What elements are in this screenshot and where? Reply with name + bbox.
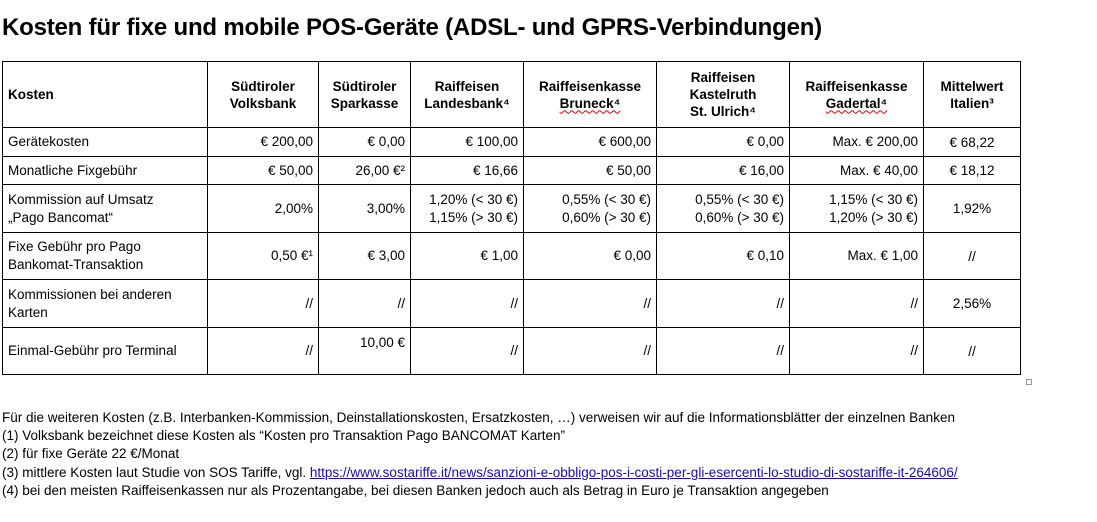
table-cell bbox=[524, 233, 657, 280]
header-line: Kosten bbox=[8, 87, 54, 102]
table-row bbox=[3, 185, 1021, 233]
header-line: Raiffeisenkasse bbox=[538, 78, 642, 94]
table-cell bbox=[657, 328, 790, 375]
cell-value: 2,00% bbox=[274, 200, 313, 216]
cell-value: 1,20% (> 30 €) bbox=[829, 209, 918, 225]
cell-value: Max. € 200,00 bbox=[832, 134, 918, 149]
table-cell bbox=[319, 157, 411, 185]
footnote-3-text: (3) mittlere Kosten laut Studie von SOS Tariffe, vgl. bbox=[2, 464, 310, 480]
table-cell bbox=[924, 280, 1021, 328]
cell-value: 0,60% (> 30 €) bbox=[562, 209, 651, 225]
table-cell bbox=[411, 185, 524, 233]
table-cell bbox=[319, 233, 411, 280]
table-cell bbox=[411, 157, 524, 185]
cell-value: // bbox=[305, 295, 313, 311]
cell-value: 1,92% bbox=[952, 201, 992, 216]
row-label-line: Bankomat-Transaktion bbox=[8, 257, 144, 272]
cell-value: € 200,00 bbox=[260, 134, 313, 149]
header-line: St. Ulrich⁴ bbox=[690, 104, 756, 119]
cell-value: // bbox=[776, 295, 784, 311]
header-line: Sparkasse bbox=[330, 95, 399, 111]
header-line: Südtiroler bbox=[231, 78, 295, 94]
table-cell bbox=[524, 128, 657, 157]
header-gadertal bbox=[790, 62, 924, 128]
table-resize-handle[interactable] bbox=[1026, 379, 1032, 385]
table-cell bbox=[790, 280, 924, 328]
cell-value: // bbox=[910, 343, 918, 358]
sostariffe-link[interactable]: https://www.sostariffe.it/news/sanzioni-e-obbligo-pos-i-costi-per-gli-esercenti-lo-studio-di-sostariffe-it-264606/ bbox=[309, 464, 958, 480]
row-label bbox=[3, 128, 208, 157]
header-line: Mittelwert bbox=[940, 78, 1004, 94]
row-label bbox=[3, 185, 208, 233]
table-cell bbox=[790, 185, 924, 233]
footnote-intro: Für die weiteren Kosten (z.B. Interbanken-Kommission, Deinstallationskosten, Ersatzkosten, …) verweisen wir auf die Informationsblätter der einzelnen Banken bbox=[2, 410, 955, 425]
cell-value: 3,00% bbox=[366, 200, 405, 216]
header-kastelruth bbox=[657, 62, 790, 128]
table-cell bbox=[790, 128, 924, 157]
table-cell bbox=[524, 157, 657, 185]
header-line: Südtiroler bbox=[332, 78, 397, 94]
cell-value: € 50,00 bbox=[267, 162, 313, 178]
table-row bbox=[3, 328, 1021, 375]
table-cell bbox=[524, 280, 657, 328]
cell-value: 0,55% (< 30 €) bbox=[562, 191, 651, 207]
table-cell bbox=[208, 185, 319, 233]
table-cell bbox=[319, 185, 411, 233]
cell-value: € 1,00 bbox=[480, 248, 518, 263]
table-cell bbox=[208, 128, 319, 157]
table-row bbox=[3, 280, 1021, 328]
table-cell bbox=[411, 280, 524, 328]
cell-value: 10,00 € bbox=[359, 335, 405, 350]
cell-value: € 0,10 bbox=[746, 248, 784, 263]
cell-value: € 16,00 bbox=[738, 162, 784, 178]
cell-value: 0,50 €¹ bbox=[270, 248, 313, 263]
cell-value: // bbox=[397, 295, 405, 311]
header-volksbank bbox=[208, 62, 319, 128]
header-line: Volksbank bbox=[229, 95, 297, 111]
document-title: Kosten für fixe und mobile POS-Geräte (ADSL- und GPRS-Verbindungen) bbox=[2, 14, 822, 41]
cell-value: 1,20% (< 30 €) bbox=[429, 191, 518, 207]
table-cell bbox=[319, 128, 411, 157]
cell-value: // bbox=[305, 343, 313, 358]
header-sparkasse bbox=[319, 62, 411, 128]
table-cell bbox=[524, 185, 657, 233]
row-label-line: Kommissionen bei anderen bbox=[8, 286, 172, 302]
footnote-2: (2) für fixe Geräte 22 €/Monat bbox=[2, 446, 180, 462]
table-cell bbox=[924, 233, 1021, 280]
header-line: Landesbank⁴ bbox=[424, 95, 510, 111]
table-cell bbox=[411, 233, 524, 280]
cell-value: 1,15% (< 30 €) bbox=[829, 191, 918, 207]
table-cell bbox=[657, 233, 790, 280]
row-label-line: Monatliche Fixgebühr bbox=[8, 162, 138, 178]
header-line: Italien³ bbox=[950, 95, 994, 111]
cell-value: € 16,66 bbox=[472, 162, 518, 178]
table-cell bbox=[657, 185, 790, 233]
header-landesbank bbox=[411, 62, 524, 128]
cell-value: € 0,00 bbox=[367, 134, 405, 149]
cell-value: Max. € 1,00 bbox=[847, 248, 918, 263]
table-cell bbox=[411, 128, 524, 157]
cell-value: // bbox=[910, 295, 918, 311]
table-cell bbox=[208, 157, 319, 185]
cell-value: € 18,12 bbox=[949, 163, 995, 178]
table-cell bbox=[319, 328, 411, 375]
table-cell bbox=[657, 280, 790, 328]
cell-value: 1,15% (> 30 €) bbox=[429, 209, 518, 225]
cell-value: // bbox=[510, 343, 518, 358]
table-cell bbox=[790, 157, 924, 185]
footnotes bbox=[2, 409, 958, 500]
table-row bbox=[3, 233, 1021, 280]
footnote-3 bbox=[2, 464, 958, 482]
table-cell bbox=[657, 157, 790, 185]
table-row bbox=[3, 128, 1021, 157]
table-cell bbox=[411, 328, 524, 375]
table-cell bbox=[924, 128, 1021, 157]
row-label bbox=[3, 280, 208, 328]
header-line: Raiffeisen bbox=[690, 70, 756, 85]
row-label-line: Einmal-Gebühr pro Terminal bbox=[8, 343, 177, 358]
table-cell bbox=[208, 233, 319, 280]
table-cell bbox=[657, 128, 790, 157]
table-cell bbox=[924, 328, 1021, 375]
row-label bbox=[3, 157, 208, 185]
row-label bbox=[3, 233, 208, 280]
header-line: Gadertal⁴ bbox=[825, 95, 888, 111]
cell-value: € 68,22 bbox=[949, 134, 995, 150]
header-kosten bbox=[3, 62, 208, 128]
table-header-row bbox=[3, 62, 1021, 128]
cell-value: € 3,00 bbox=[367, 248, 405, 263]
row-label-line: „Pago Bancomat“ bbox=[8, 209, 114, 225]
cell-value: 0,60% (> 30 €) bbox=[695, 209, 784, 225]
table-cell bbox=[790, 233, 924, 280]
row-label-line: Kommission auf Umsatz bbox=[8, 191, 154, 207]
table-cell bbox=[208, 280, 319, 328]
table-cell bbox=[924, 157, 1021, 185]
table-cell bbox=[790, 328, 924, 375]
cell-value: 0,55% (< 30 €) bbox=[695, 191, 784, 207]
header-line: Bruneck⁴ bbox=[559, 95, 621, 111]
table-cell bbox=[208, 328, 319, 375]
table-cell bbox=[319, 280, 411, 328]
cell-value: € 50,00 bbox=[605, 162, 651, 178]
cell-value: 2,56% bbox=[952, 296, 992, 311]
table-row bbox=[3, 157, 1021, 185]
cell-value: // bbox=[968, 343, 976, 359]
row-label-line: Fixe Gebühr pro Pago bbox=[8, 239, 141, 254]
cell-value: // bbox=[643, 295, 651, 311]
table-cell bbox=[524, 328, 657, 375]
cell-value: // bbox=[510, 295, 518, 311]
header-line: Kastelruth bbox=[689, 87, 757, 102]
cell-value: 26,00 €² bbox=[355, 162, 405, 178]
header-line: Raiffeisen bbox=[434, 78, 500, 94]
header-line: Raiffeisenkasse bbox=[805, 78, 908, 94]
cost-table bbox=[2, 61, 1021, 375]
cell-value: // bbox=[776, 343, 784, 358]
cell-value: // bbox=[643, 343, 651, 358]
row-label-line: Karten bbox=[8, 304, 48, 320]
cell-value: Max. € 40,00 bbox=[839, 162, 918, 178]
footnote-4: (4) bei den meisten Raiffeisenkassen nur als Prozentangabe, bei diesen Banken jedoch auch als Betrag in Euro je Transaktion angegeben bbox=[2, 482, 829, 498]
row-label-line: Gerätekosten bbox=[8, 134, 90, 149]
header-mittelwert bbox=[924, 62, 1021, 128]
cell-value: € 600,00 bbox=[598, 134, 651, 149]
cell-value: // bbox=[968, 248, 976, 264]
cell-value: € 0,00 bbox=[746, 134, 784, 149]
cell-value: € 0,00 bbox=[613, 248, 651, 263]
header-bruneck bbox=[524, 62, 657, 128]
cell-value: € 100,00 bbox=[465, 134, 518, 149]
table-cell bbox=[924, 185, 1021, 233]
footnote-1: (1) Volksbank bezeichnet diese Kosten als “Kosten pro Transaktion Pago BANCOMAT Karten” bbox=[2, 428, 566, 444]
row-label bbox=[3, 328, 208, 375]
